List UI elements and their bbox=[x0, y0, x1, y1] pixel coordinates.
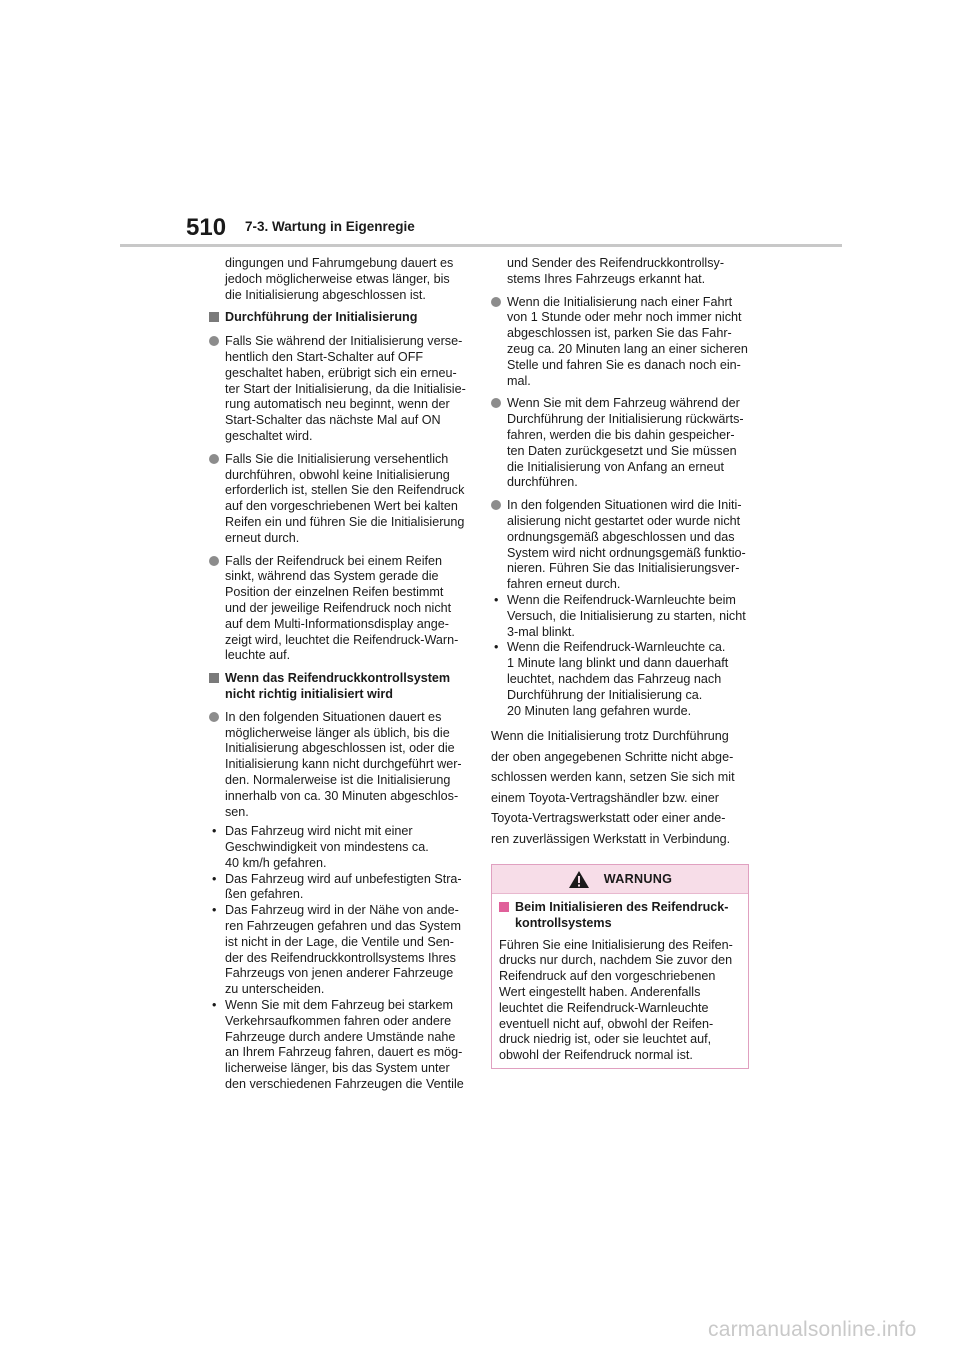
list-item bbox=[491, 295, 753, 390]
intro-paragraph: dingungen und Fahrumgebung dauert es jedoch möglicherweise etwas länger, bis die Initialisierung abgeschlossen ist. bbox=[225, 256, 454, 302]
list-item bbox=[209, 334, 472, 445]
list-item bbox=[209, 452, 472, 547]
circle-bullet-icon bbox=[209, 556, 219, 566]
bullet-item bbox=[209, 903, 472, 998]
dot-bullet-icon: • bbox=[212, 998, 217, 1013]
list-item-text: Falls Sie während der Initialisierung verse- hentlich den Start-Schalter auf OFF geschaltet haben, erübrigt sich ein erneu- ter Start der Initialisierung, da die Initialisie- rung automatisch neu beginnt, wenn der Start-Schalter das nächste Mal auf ON geschaltet wird. bbox=[225, 334, 466, 443]
warning-body bbox=[492, 894, 748, 1064]
list-item-text: In den folgenden Situationen dauert es möglicherweise länger als üblich, bis die Initialisierung abgeschlossen ist, oder die Initialisierung kann nicht durchgeführt wer- den. Normalerweise ist die Initialisierung innerhalb von ca. 30 Minuten abgeschlos- sen. bbox=[225, 709, 462, 819]
list-item-text: Wenn die Initialisierung nach einer Fahrt von 1 Stunde oder mehr noch immer nicht abgeschlossen ist, parken Sie das Fahr- zeug ca. 20 Minuten lang an einer sicheren Stelle und fahren Sie es danach noch ein- mal. bbox=[507, 294, 748, 388]
dot-bullet-icon: • bbox=[494, 640, 499, 655]
bullet-list bbox=[491, 593, 753, 719]
bullet-text: Wenn die Reifendruck-Warnleuchte ca. 1 Minute lang blinkt und dann dauerhaft leuchtet, nachdem das Fahrzeug nach Durchführung der Initialisierung ca. 20 Minuten lang gefahren wurde. bbox=[507, 640, 729, 718]
bullet-item bbox=[209, 824, 472, 871]
dot-bullet-icon: • bbox=[212, 871, 217, 886]
section-heading-initialisation bbox=[209, 310, 472, 327]
circle-bullet-icon bbox=[491, 398, 501, 408]
circle-bullet-icon bbox=[491, 297, 501, 307]
bullet-item bbox=[491, 593, 753, 640]
bullet-item bbox=[209, 872, 472, 904]
circle-bullet-icon bbox=[209, 712, 219, 722]
circle-bullet-icon bbox=[209, 336, 219, 346]
watermark: carmanualsonline.info bbox=[708, 1318, 917, 1341]
heading-text: Wenn das Reifendruckkontrollsystem nicht richtig initialisiert wird bbox=[225, 671, 451, 701]
heading-text: Durchführung der Initialisierung bbox=[225, 310, 418, 325]
section-heading-not-initialised bbox=[209, 671, 472, 703]
warning-text: Führen Sie eine Initialisierung des Reifen- drucks nur durch, nachdem Sie zuvor den Reifendruck auf den vorgeschriebenen Wert eingestellt haben. Anderenfalls leuchtet die Reifendruck-Warnleuchte eventuell nicht auf, obwohl der Reifen- druck niedrig ist, oder sie leuchtet auf, obwohl der Reifendruck normal ist. bbox=[499, 937, 733, 1063]
list-item-text: Wenn Sie mit dem Fahrzeug während der Durchführung der Initialisierung rückwärts- fahren, werden die bis dahin gespeicher- ten Daten zurückgesetzt und Sie müssen die Initialisierung von Anfang an erneut durchführen. bbox=[507, 396, 744, 490]
header-divider bbox=[120, 244, 842, 247]
right-column bbox=[491, 256, 753, 849]
circle-bullet-icon bbox=[209, 454, 219, 464]
continuation-paragraph: und Sender des Reifendruckkontrollsy- stems Ihres Fahrzeugs erkannt hat. bbox=[507, 256, 725, 286]
bullet-text: Wenn die Reifendruck-Warnleuchte beim Versuch, die Initialisierung zu starten, nicht 3-mal blinkt. bbox=[507, 592, 746, 639]
page-header bbox=[0, 0, 960, 250]
bullet-text: Wenn Sie mit dem Fahrzeug bei starkem Verkehrsaufkommen fahren oder andere Fahrzeuge durch andere Umstände nahe an Ihrem Fahrzeug fahren, dauert es mög- licherweise länger, bis das System unter den verschiedenen Fahrzeugen die Ventile bbox=[225, 998, 464, 1092]
list-item-text: In den folgenden Situationen wird die Initi- alisierung nicht gestartet oder wurde nicht ordnungsgemäß abgeschlossen und das System wird nicht ordnungsgemäß funktio- nieren. Führen Sie das Initialisierungsver- fahren erneut durch. bbox=[507, 498, 746, 592]
page-number: 510 bbox=[186, 214, 227, 241]
bullet-text: Das Fahrzeug wird in der Nähe von ande- ren Fahrzeugen gefahren und das System ist nicht in der Lage, die Ventile und Sen- der des Reifendruckkontrollsystems Ihres Fahrzeugs von jenen anderer Fahrzeuge zu unterscheiden. bbox=[225, 903, 461, 997]
warning-header bbox=[492, 865, 748, 894]
warning-heading bbox=[499, 900, 741, 932]
bullet-item bbox=[209, 998, 472, 1093]
dot-bullet-icon: • bbox=[212, 824, 217, 839]
list-item bbox=[491, 498, 753, 593]
closing-paragraph: Wenn die Initialisierung trotz Durchführung der oben angegebenen Schritte nicht abge- schlossen werden kann, setzen Sie sich mit einem Toyota-Vertragshändler bzw. einer Toyota-Vertragswerkstatt oder einer ande- ren zuverlässigen Werkstatt in Verbindung. bbox=[491, 729, 735, 846]
bullet-text: Das Fahrzeug wird auf unbefestigten Stra- ßen gefahren. bbox=[225, 871, 462, 902]
square-bullet-icon bbox=[209, 312, 219, 322]
bullet-item bbox=[491, 640, 753, 719]
left-column bbox=[209, 256, 472, 1100]
square-bullet-icon bbox=[499, 902, 509, 912]
list-item bbox=[209, 710, 472, 821]
bullet-text: Das Fahrzeug wird nicht mit einer Geschwindigkeit von mindestens ca. 40 km/h gefahren. bbox=[225, 824, 429, 870]
list-item-text: Falls der Reifendruck bei einem Reifen sinkt, während das System gerade die Position der einzelnen Reifen bestimmt und der jeweilige Reifendruck noch nicht auf dem Multi-Informationsdisplay ange- zeigt wird, leuchtet die Reifendruck-Warn- leuchte auf. bbox=[225, 553, 459, 663]
warning-box bbox=[491, 864, 749, 1069]
bullet-list bbox=[209, 824, 472, 1093]
dot-bullet-icon: • bbox=[494, 592, 499, 607]
square-bullet-icon bbox=[209, 673, 219, 683]
dot-bullet-icon: • bbox=[212, 903, 217, 918]
list-item-text: Falls Sie die Initialisierung versehentlich durchführen, obwohl keine Initialisierung erforderlich ist, stellen Sie den Reifendruck auf den vorgeschriebenen Wert bei kalten Reifen ein und führen Sie die Initialisierung erneut durch. bbox=[225, 451, 465, 545]
warning-heading-text: Beim Initialisieren des Reifendruck- kontrollsystems bbox=[515, 900, 729, 930]
circle-bullet-icon bbox=[491, 500, 501, 510]
warning-triangle-icon bbox=[568, 870, 590, 889]
warning-title: WARNUNG bbox=[603, 872, 673, 886]
section-title: 7-3. Wartung in Eigenregie bbox=[245, 219, 415, 234]
list-item bbox=[491, 396, 753, 491]
list-item bbox=[209, 554, 472, 665]
